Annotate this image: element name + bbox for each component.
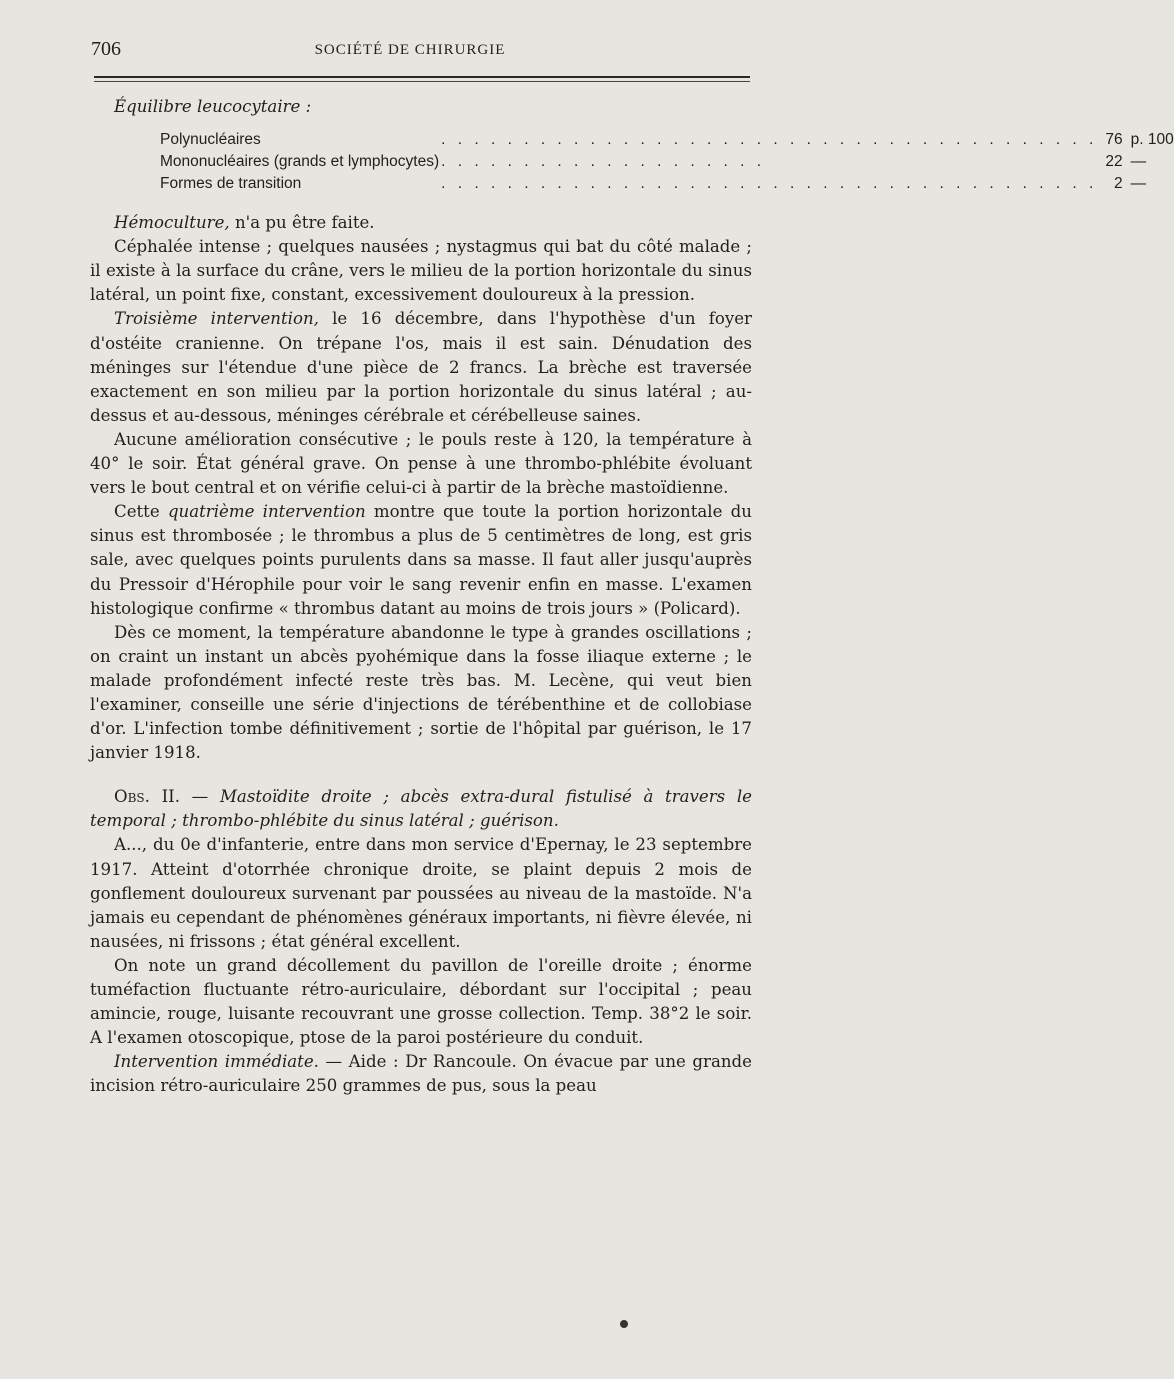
row-value: 2 [1113,175,1123,193]
leucocyte-table [160,129,1174,195]
paragraph-troisieme: Troisième intervention, le 16 décembre, dans l'hypothèse d'un foyer d'ostéite cranienne. On trépane l'os, mais il est sain. Dénudation des méninges sur l'étendue d'une pièce de 2 francs. La brèche est traversée exactement en son milieu par la portion horizontale du sinus latéral ; au-dessus et au-dessous, méninges cérébrale et cérébelleuse saines. [90,309,752,425]
table-row [160,129,1174,151]
observation-heading: Obs. II. — Mastoïdite droite ; abcès extra-dural fistulisé à travers le temporal ; thrombo-phlébite du sinus latéral ; guérison. [90,787,752,831]
leader-dots: . . . . . . . . . . . . . . . . . . . . . . . . . . . . . . . . . . . . . . . . [441,131,1098,149]
running-title: SOCIÉTÉ DE CHIRURGIE [314,42,506,58]
body-text [90,95,1174,1098]
row-unit: — [1130,153,1147,171]
row-unit: — [1130,175,1147,193]
paragraph-hemoculture: Hémoculture, n'a pu être faite. [114,213,375,233]
row-label: Mononucléaires (grands et lymphocytes) [160,153,440,171]
paragraph-intervention: Intervention immédiate. — Aide : Dr Rancoule. On évacue par une grande incision rétro-auriculaire 250 grammes de pus, sous la peau [90,1052,752,1096]
table-row [160,173,1174,195]
paragraph-amelioration: Aucune amélioration consécutive ; le pouls reste à 120, la température à 40° le soir. État général grave. On pense à une thrombo-phlébite évoluant vers le bout central et on vérifie celui-ci à partir de la brèche mastoïdienne. [90,429,752,498]
row-value: 76 [1105,131,1123,149]
ink-spot [620,1320,628,1328]
page-number: 706 [91,38,121,60]
header-rule [94,76,750,78]
leader-dots: . . . . . . . . . . . . . . . . . . . . [441,153,766,171]
row-label: Formes de transition [160,175,302,193]
paragraph-temperature: Dès ce moment, la température abandonne le type à grandes oscillations ; on craint un instant un abcès pyohémique dans la fosse iliaque externe ; le malade profondément infecté reste très bas. M. Lecène, qui veut bien l'examiner, conseille une série d'injections de térébenthine et de collobiase d'or. L'infection tombe définitivement ; sortie de l'hôpital par guérison, le 17 janvier 1918. [90,622,752,763]
header-rule-thin [94,81,750,82]
equilibre-title: Équilibre leucocytaire : [114,97,312,116]
paragraph-quatrieme: Cette quatrième intervention montre que toute la portion horizontale du sinus est thrombosée ; le thrombus a plus de 5 centimètres de long, est gris sale, avec quelques points purulents dans sa masse. Il faut aller jusqu'auprès du Pressoir d'Hérophile pour voir le sang revenir enfin en masse. L'examen histologique confirme « thrombus datant au moins de trois jours » (Policard). [90,502,752,618]
paragraph-patient: A..., du 0e d'infanterie, entre dans mon service d'Epernay, le 23 septembre 1917. Atteint d'otorrhée chronique droite, se plaint depuis 2 mois de gonflement douloureux survenant par poussées au niveau de la mastoïde. N'a jamais eu cependant de phénomènes généraux importants, ni fièvre élevée, ni nausées, ni frissons ; état général excellent. [90,835,752,951]
paragraph-cephalee: Céphalée intense ; quelques nausées ; nystagmus qui bat du côté malade ; il existe à la surface du crâne, vers le milieu de la portion horizontale du sinus latéral, un point fixe, constant, excessivement douloureux à la pression. [90,237,752,305]
table-row [160,151,1174,173]
row-value: 22 [1105,153,1123,171]
leader-dots: . . . . . . . . . . . . . . . . . . . . . . . . . . . . . . . . . . . . . . . . [441,175,1098,193]
row-unit: p. 100 [1130,131,1174,149]
row-label: Polynucléaires [160,131,261,149]
paragraph-decollement: On note un grand décollement du pavillon de l'oreille droite ; énorme tuméfaction fluctuante rétro-auriculaire, débordant sur l'occipital ; peau amincie, rouge, luisante recouvrant une grosse collection. Temp. 38°2 le soir. A l'examen otoscopique, ptose de la paroi postérieure du conduit. [90,955,752,1048]
